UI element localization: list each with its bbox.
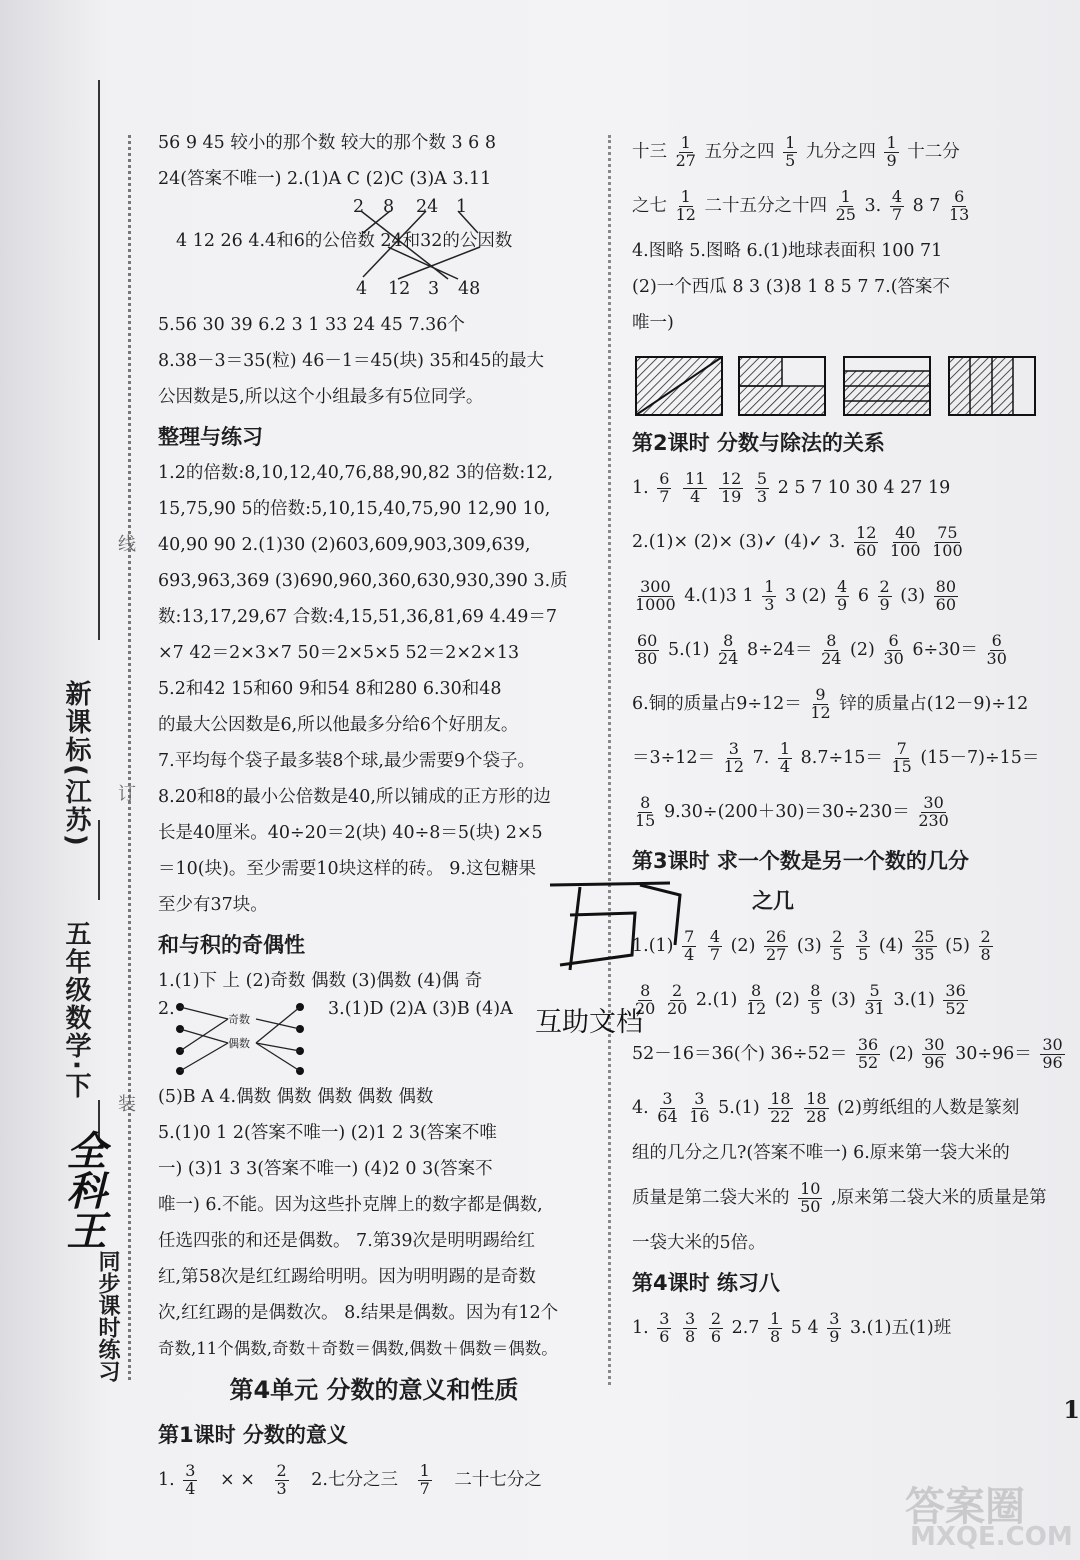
text-line: 红,第58次是红红踢给明明。因为明明踢的是奇数: [158, 1267, 536, 1287]
fraction: $\frac{6}{7}$: [659, 469, 670, 506]
fraction: $\frac{2}{20}$: [666, 981, 688, 1018]
text-line: [158, 1453, 590, 1507]
fraction: $\frac{4}{7}$: [891, 187, 902, 224]
left-column: [158, 125, 590, 1507]
fraction: $\frac{1}{25}$: [835, 187, 856, 224]
section-heading: 和与积的奇偶性: [158, 933, 305, 957]
unit-heading: 第4单元 分数的意义和性质: [229, 1376, 519, 1404]
fraction: $\frac{8}{24}$: [821, 631, 842, 668]
answer-text: 8 7: [912, 196, 941, 216]
fraction: $\frac{80}{60}$: [935, 577, 957, 614]
text-line: [632, 125, 1062, 179]
text-line: [632, 515, 1062, 569]
question-number: 1.: [632, 1318, 649, 1338]
answer-text: 之七: [632, 196, 667, 216]
text-line: [632, 461, 1062, 515]
text-line: 1.2的倍数:8,10,12,40,76,88,90,82 3的倍数:12,: [158, 463, 554, 483]
fraction: $\frac{36}{52}$: [945, 981, 966, 1018]
answer-text: 1.(1): [632, 936, 674, 956]
diagram-number: 4: [356, 279, 368, 299]
fraction: $\frac{6}{13}$: [949, 187, 970, 224]
page-number: 1: [1063, 1395, 1080, 1424]
diagram-number: 12: [388, 279, 411, 299]
fraction: $\frac{1}{9}$: [886, 133, 897, 170]
answer-text: 5 4: [790, 1318, 819, 1338]
fraction: $\frac{5}{31}$: [864, 981, 885, 1018]
column-divider: [608, 135, 611, 1385]
answer-text: (2): [774, 990, 800, 1010]
text-line: 的最大公因数是6,所以他最多分给6个好朋友。: [158, 715, 519, 735]
answer-text: 十二分: [907, 142, 960, 162]
answer-text: 锌的质量占(12－9)÷12: [839, 694, 1029, 714]
text-line: 一) (3)1 3 3(答案不唯一) (4)2 0 3(答案不: [158, 1159, 493, 1179]
fraction: $\frac{10}{50}$: [800, 1179, 821, 1216]
text-line: [632, 785, 1062, 839]
answer-text: (5): [945, 936, 970, 956]
text-line: 唯一) 6.不能。因为这些扑克牌上的数字都是偶数,: [158, 1195, 543, 1215]
fraction: $\frac{9}{12}$: [810, 685, 831, 722]
fraction: $\frac{3}{12}$: [723, 739, 745, 776]
answer-text: 十三: [632, 142, 667, 162]
stamp-text: 互助文档: [535, 1007, 643, 1038]
text-line: [632, 731, 1062, 785]
fraction: $\frac{4}{9}$: [837, 577, 848, 614]
text-line: 5.2和42 15和60 9和54 8和280 6.30和48: [158, 679, 502, 699]
answer-text: (15－7)÷15＝: [920, 748, 1040, 768]
text-line: 693,963,369 (3)690,960,360,630,930,390 3.质: [158, 571, 568, 591]
answer-text: 二十五分之十四: [704, 196, 828, 216]
text-line: 次,红红踢的是偶数次。 8.结果是偶数。因为有12个: [158, 1303, 559, 1323]
fraction: $\frac{3}{8}$: [685, 1309, 696, 1346]
fraction: $\frac{7}{15}$: [891, 739, 912, 776]
cut-mark-top: 线: [118, 534, 136, 555]
fraction: $\frac{2}{9}$: [879, 577, 890, 614]
shaded-figures: [632, 341, 1062, 421]
answer-text: 6.铜的质量占9÷12＝: [632, 694, 802, 714]
watermark-logo: 答案圈: [905, 1484, 1025, 1530]
answer-text: (3): [796, 936, 822, 956]
fraction: $\frac{2}{6}$: [710, 1309, 721, 1346]
fraction: $\frac{1}{12}$: [675, 187, 696, 224]
text-line: 奇数,11个偶数,奇数＋奇数＝偶数,偶数＋偶数＝偶数。: [158, 1339, 558, 1358]
brand-logo: [55, 1130, 121, 1390]
fraction: $\frac{75}{100}$: [932, 523, 963, 560]
text-line: 24(答案不唯一) 2.(1)A C (2)C (3)A 3.11: [158, 169, 492, 189]
text-line: [632, 1027, 1062, 1081]
answer-text: 30÷96＝: [955, 1044, 1032, 1064]
answer-text: 3.(1): [893, 990, 935, 1010]
book-title: 五年级数学·下: [61, 920, 91, 1100]
answer-text: 质量是第二袋大米的: [632, 1188, 790, 1208]
answer-text: 二十七分之: [454, 1470, 542, 1490]
fraction: $\frac{2}{8}$: [980, 927, 991, 964]
fraction: $\frac{3}{4}$: [185, 1461, 196, 1498]
fraction: $\frac{300}{1000}$: [635, 577, 676, 614]
fraction: $\frac{1}{5}$: [785, 133, 796, 170]
fraction: $\frac{11}{4}$: [685, 469, 706, 506]
fraction: $\frac{3}{5}$: [858, 927, 869, 964]
fraction: $\frac{36}{52}$: [857, 1035, 879, 1072]
text-line: 数:13,17,29,67 合数:4,15,51,36,81,69 4.49＝7: [158, 607, 558, 627]
fraction: $\frac{8}{12}$: [745, 981, 767, 1018]
fraction: $\frac{1}{4}$: [779, 739, 791, 776]
hudong-stamp-glyph: [540, 875, 690, 985]
cut-mark-bottom: 装: [118, 1094, 136, 1115]
text-line: 长是40厘米。40÷20＝2(块) 40÷8＝5(块) 2×5: [158, 823, 543, 843]
brand-subtitle: 同步课时练习: [95, 1250, 121, 1382]
question-number: 7.: [752, 748, 770, 768]
fraction: $\frac{1}{27}$: [675, 133, 696, 170]
question-number: 1.: [158, 1470, 175, 1490]
question-number: 3.: [864, 196, 882, 216]
fraction: $\frac{40}{100}$: [889, 523, 921, 560]
answer-text: 4.(1)3 1: [684, 586, 754, 606]
answer-text: 九分之四: [805, 142, 876, 162]
fraction: $\frac{1}{8}$: [770, 1309, 781, 1346]
text-line: [632, 1171, 1062, 1225]
binding-line: [128, 135, 131, 1380]
fraction: $\frac{6}{30}$: [883, 631, 904, 668]
fraction: $\frac{3}{64}$: [657, 1089, 678, 1126]
fraction: $\frac{5}{3}$: [756, 469, 768, 506]
answer-text: ＝3÷12＝: [632, 748, 716, 768]
diagram-number: 3: [428, 279, 440, 299]
text-line: (2)一个西瓜 8 3 (3)8 1 8 5 7 7.(答案不: [632, 277, 951, 297]
text-line: 15,75,90 5的倍数:5,10,15,40,75,90 12,90 10,: [158, 499, 551, 519]
text-line: 任选四张的和还是偶数。 7.第39次是明明踢给红: [158, 1231, 536, 1251]
answer-text: 2.七分之三: [311, 1470, 398, 1490]
text-line: 56 9 45 较小的那个数 较大的那个数 3 6 8: [158, 133, 497, 153]
lesson-heading: 第2课时 分数与除法的关系: [632, 431, 885, 455]
answer-text: (3): [900, 586, 926, 606]
fraction: $\frac{18}{28}$: [806, 1089, 827, 1126]
question-number: 1.: [632, 478, 649, 498]
lcm-gcd-diagram: [158, 197, 590, 307]
answer-text: (2): [888, 1044, 914, 1064]
answer-text: 52－16＝36(个) 36÷52＝: [632, 1044, 848, 1064]
fraction: $\frac{60}{80}$: [637, 631, 658, 668]
answer-text: × ×: [220, 1470, 255, 1490]
fraction: $\frac{30}{96}$: [924, 1035, 945, 1072]
answer-text: 8.7÷15＝: [800, 748, 883, 768]
answer-text: 3 (2): [784, 586, 827, 606]
fraction: $\frac{7}{4}$: [684, 927, 695, 964]
lesson-heading: 第1课时 分数的意义: [158, 1423, 348, 1447]
cut-mark-middle: 订: [118, 784, 136, 805]
answer-text: (2)剪纸组的人数是篆刻: [837, 1098, 1020, 1118]
fraction: $\frac{25}{35}$: [914, 927, 935, 964]
spine-rule-mid: [98, 820, 100, 900]
fraction-figures: [634, 355, 1064, 427]
answer-text: 5.(1): [667, 640, 710, 660]
fraction: $\frac{3}{6}$: [659, 1309, 670, 1346]
answer-text: (2): [850, 640, 875, 660]
text-line: 8.38－3＝35(粒) 46－1＝45(块) 35和45的最大: [158, 351, 545, 371]
answer-text: 五分之四: [704, 142, 775, 162]
fraction: $\frac{8}{24}$: [718, 631, 739, 668]
answer-text: 2.7: [731, 1318, 760, 1338]
text-line: [632, 919, 1062, 973]
text-line: 公因数是5,所以这个小组最多有5位同学。: [158, 387, 484, 407]
fraction: $\frac{3}{16}$: [689, 1089, 710, 1126]
answer-text: (4): [878, 936, 904, 956]
answer-text: 2 5 7 10 30 4 27 19: [777, 478, 951, 498]
fraction: $\frac{3}{9}$: [829, 1309, 840, 1346]
text-line: 4.图略 5.图略 6.(1)地球表面积 100 71: [632, 241, 943, 261]
diagram-number: 8: [383, 197, 395, 217]
text-line: [632, 973, 1062, 1027]
diagram-number: 2: [353, 197, 365, 217]
odd-even-diagram-row: [158, 999, 590, 1079]
answer-text: 9.30÷(200＋30)＝30÷230＝: [663, 802, 910, 822]
text-line: (5)B A 4.偶数 偶数 偶数 偶数 偶数: [158, 1087, 434, 1107]
text-line: 至少有37块。: [158, 895, 268, 915]
fraction: $\frac{2}{3}$: [276, 1461, 287, 1498]
diagram-middle: 4 12 26 4.4和6的公倍数 24和32的公因数: [176, 231, 513, 251]
fraction: $\frac{12}{60}$: [856, 523, 877, 560]
answer-text: 2.(1)× (2)× (3)✓ (4)✓ 3.: [632, 532, 846, 552]
section-heading: 整理与练习: [158, 425, 263, 449]
brand-name: 全科王: [60, 1130, 107, 1250]
fraction: $\frac{26}{27}$: [765, 927, 787, 964]
text-line: 7.平均每个袋子最多装8个球,最少需要9个袋子。: [158, 751, 536, 771]
text-line: [632, 1301, 1062, 1355]
answer-text: 5.(1): [718, 1098, 760, 1118]
matching-lines: [158, 197, 590, 307]
answer-text: 3.(1)五(1)班: [849, 1318, 952, 1338]
fraction: $\frac{30}{230}$: [918, 793, 949, 830]
fraction: $\frac{2}{5}$: [832, 927, 843, 964]
question-number: 2.: [158, 999, 175, 1019]
text-line: [632, 179, 1062, 233]
diagram-number: 24: [416, 197, 439, 217]
fraction: $\frac{8}{15}$: [635, 793, 656, 830]
text-line: 3.(1)D (2)A (3)B (4)A: [328, 999, 513, 1019]
lesson-heading-cont: 之几: [752, 889, 794, 913]
text-line: 5.56 30 39 6.2 3 1 33 24 45 7.36个: [158, 315, 465, 335]
text-line: 1.(1)下 上 (2)奇数 偶数 (3)偶数 (4)偶 奇: [158, 971, 483, 991]
spine-rule-top: [98, 80, 100, 640]
fraction: $\frac{12}{19}$: [720, 469, 742, 506]
answer-text: 6÷30＝: [912, 640, 978, 660]
text-line: 40,90 90 2.(1)30 (2)603,609,903,309,639,: [158, 535, 531, 555]
fraction: $\frac{6}{30}$: [986, 631, 1007, 668]
text-line: ×7 42＝2×3×7 50＝2×5×5 52＝2×2×13: [158, 643, 520, 663]
text-line: 组的几分之几?(答案不唯一) 6.原来第一袋大米的: [632, 1143, 1010, 1163]
right-column: [632, 125, 1062, 1355]
text-line: 唯一): [632, 313, 674, 333]
text-line: [632, 569, 1062, 623]
fraction: $\frac{1}{3}$: [764, 577, 775, 614]
answer-text: ,原来第二袋大米的质量是第: [831, 1188, 1047, 1208]
lesson-heading: 第4课时 练习八: [632, 1271, 780, 1295]
lesson-heading: 第3课时 求一个数是另一个数的几分: [632, 849, 969, 873]
fraction: $\frac{4}{7}$: [709, 927, 721, 964]
fraction: $\frac{8}{5}$: [810, 981, 821, 1018]
text-line: 8.20和8的最小公倍数是40,所以铺成的正方形的边: [158, 787, 551, 807]
text-line: 一袋大米的5倍。: [632, 1233, 766, 1253]
answer-text: (3): [831, 990, 856, 1010]
fraction: $\frac{18}{22}$: [770, 1089, 791, 1126]
fraction: $\frac{1}{7}$: [419, 1461, 430, 1498]
answer-text: 2.(1): [695, 990, 738, 1010]
answer-text: (2): [730, 936, 756, 956]
fraction: $\frac{30}{96}$: [1042, 1035, 1063, 1072]
even-label: 偶数: [228, 1037, 250, 1050]
diagram-number: 48: [458, 279, 481, 299]
answer-text: 6: [857, 586, 869, 606]
odd-label: 奇数: [228, 1013, 250, 1026]
text-line: ＝10(块)。至少需要10块这样的砖。 9.这包糖果: [158, 859, 536, 879]
text-line: [632, 623, 1062, 677]
diagram-number: 1: [456, 197, 468, 217]
text-line: [632, 677, 1062, 731]
text-line: [632, 1081, 1062, 1135]
text-line: 5.(1)0 1 2(答案不唯一) (2)1 2 3(答案不唯: [158, 1123, 497, 1143]
answer-text: 8÷24＝: [746, 640, 813, 660]
series-label: 新课标(江苏): [61, 680, 91, 848]
fraction: $\frac{8}{20}$: [635, 981, 656, 1018]
watermark-url: MXQE.COM: [910, 1522, 1073, 1552]
question-number: 4.: [632, 1098, 649, 1118]
